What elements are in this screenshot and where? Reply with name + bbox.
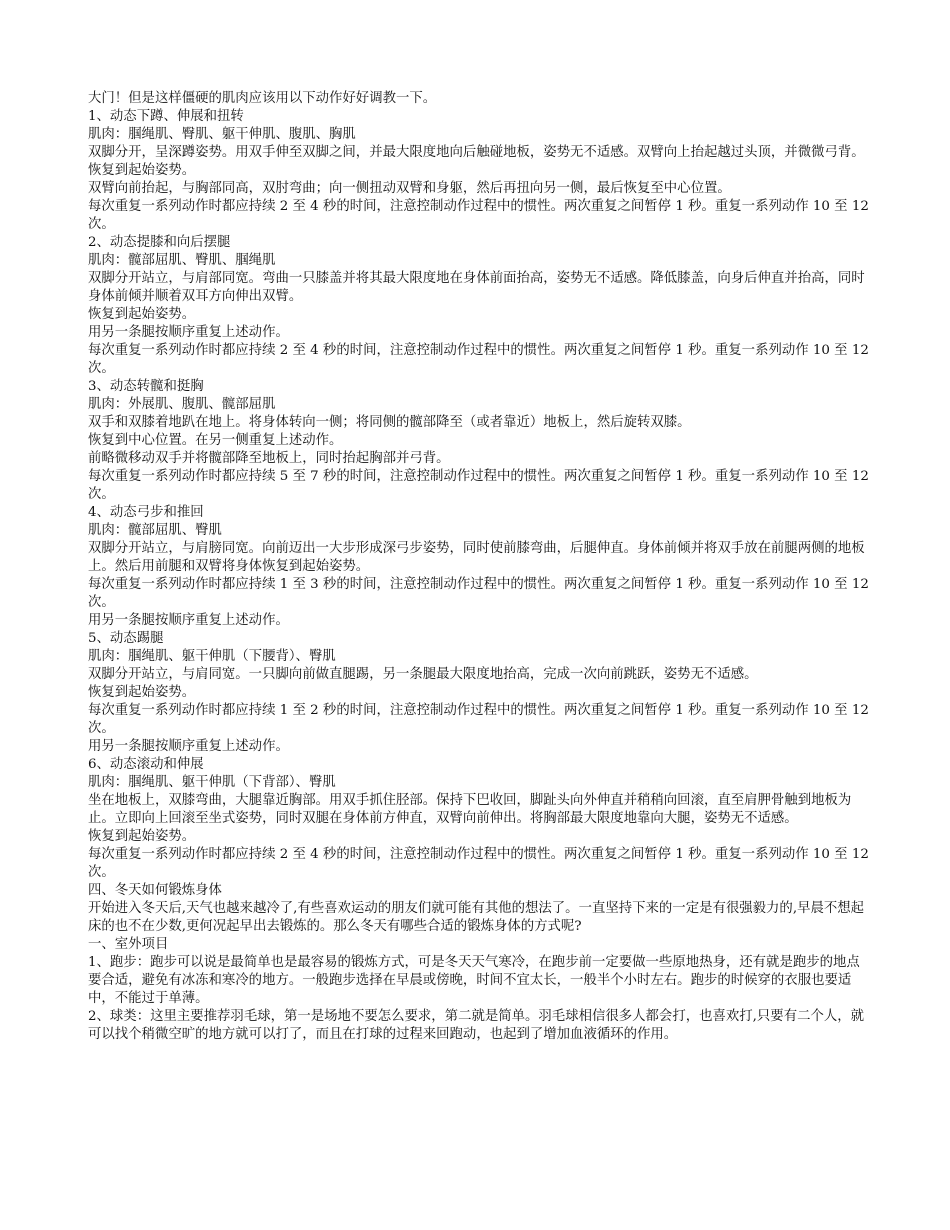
section-heading: 2、动态提膝和向后摆腿 xyxy=(88,235,231,250)
paragraph: 恢复到起始姿势。 xyxy=(88,163,196,178)
paragraph: 双臂向前抬起，与胸部同高，双肘弯曲；向一侧扭动双臂和身躯，然后再扭向另一侧，最后恢复至中心位置。 xyxy=(88,181,731,196)
section-heading: 3、动态转髋和挺胸 xyxy=(88,379,204,394)
paragraph: 每次重复一系列动作时都应持续 2 至 4 秒的时间，注意控制动作过程中的惯性。两次重复之间暂停 1 秒。重复一系列动作 10 至 12 次。 xyxy=(88,199,869,232)
muscle-list: 肌肉：腘绳肌、躯干伸肌（下背部）、臀肌 xyxy=(88,775,336,790)
chapter-heading: 四、冬天如何锻炼身体 xyxy=(88,883,222,898)
muscle-list: 肌肉：髋部屈肌、臀肌 xyxy=(88,523,222,538)
paragraph: 恢复到起始姿势。 xyxy=(88,307,196,322)
paragraph: 双脚分开站立，与肩同宽。一只脚向前做直腿踢，另一条腿最大限度地抬高，完成一次向前跳跃，姿势无不适感。 xyxy=(88,667,758,682)
section-heading: 5、动态踢腿 xyxy=(88,631,164,646)
document-body xyxy=(88,90,870,1044)
paragraph: 双脚分开，呈深蹲姿势。用双手伸至双脚之间，并最大限度地向后触碰地板，姿势无不适感。双臂向上抬起越过头顶，并微微弓背。 xyxy=(88,145,865,160)
paragraph: 大门！但是这样僵硬的肌肉应该用以下动作好好调教一下。 xyxy=(88,91,437,106)
section-heading: 6、动态滚动和伸展 xyxy=(88,757,204,772)
paragraph: 2、球类：这里主要推荐羽毛球，第一是场地不要怎么要求，第二就是简单。羽毛球相信很多人都会打，也喜欢打,只要有二个人，就可以找个稍微空旷的地方就可以打了，而且在打球的过程来回跑动，也起到了增加血液循环的作用。 xyxy=(88,1009,865,1042)
paragraph: 1、跑步：跑步可以说是最简单也是最容易的锻炼方式，可是冬天天气寒冷，在跑步前一定要做一些原地热身，还有就是跑步的地点要合适，避免有冰冻和寒冷的地方。一般跑步选择在早晨或傍晚，时间不宜太长，一般半个小时左右。跑步的时候穿的衣服也要适中，不能过于单薄。 xyxy=(88,955,860,1006)
paragraph: 坐在地板上，双膝弯曲，大腿靠近胸部。用双手抓住胫部。保持下巴收回，脚趾头向外伸直并稍稍向回滚，直至肩胛骨触到地板为止。立即向上回滚至坐式姿势，同时双腿在身体前方伸直，双臂向前伸出。将胸部最大限度地靠向大腿，姿势无不适感。 xyxy=(88,793,852,826)
paragraph: 双手和双膝着地趴在地上。将身体转向一侧；将同侧的髋部降至（或者靠近）地板上，然后旋转双膝。 xyxy=(88,415,691,430)
paragraph: 开始进入冬天后,天气也越来越冷了,有些喜欢运动的朋友们就可能有其他的想法了。一直坚持下来的一定是有很强毅力的,早晨不想起床的也不在少数,更何况起早出去锻炼的。那么冬天有哪些合适的锻炼身体的方式呢? xyxy=(88,901,865,934)
paragraph: 每次重复一系列动作时都应持续 2 至 4 秒的时间，注意控制动作过程中的惯性。两次重复之间暂停 1 秒。重复一系列动作 10 至 12 次。 xyxy=(88,847,869,880)
paragraph: 每次重复一系列动作时都应持续 2 至 4 秒的时间，注意控制动作过程中的惯性。两次重复之间暂停 1 秒。重复一系列动作 10 至 12 次。 xyxy=(88,343,869,376)
muscle-list: 肌肉：腘绳肌、躯干伸肌（下腰背）、臀肌 xyxy=(88,649,336,664)
paragraph: 用另一条腿按顺序重复上述动作。 xyxy=(88,613,289,628)
section-heading: 4、动态弓步和推回 xyxy=(88,505,204,520)
subsection-heading: 一、室外项目 xyxy=(88,937,169,952)
paragraph: 双脚分开站立，与肩膀同宽。向前迈出一大步形成深弓步姿势，同时使前膝弯曲，后腿伸直。身体前倾并将双手放在前腿两侧的地板上。然后用前腿和双臂将身体恢复到起始姿势。 xyxy=(88,541,865,574)
paragraph: 用另一条腿按顺序重复上述动作。 xyxy=(88,739,289,754)
muscle-list: 肌肉：外展肌、腹肌、髋部屈肌 xyxy=(88,397,276,412)
muscle-list: 肌肉：髋部屈肌、臀肌、腘绳肌 xyxy=(88,253,276,268)
paragraph: 每次重复一系列动作时都应持续 1 至 2 秒的时间，注意控制动作过程中的惯性。两次重复之间暂停 1 秒。重复一系列动作 10 至 12 次。 xyxy=(88,703,869,736)
paragraph: 每次重复一系列动作时都应持续 5 至 7 秒的时间，注意控制动作过程中的惯性。两次重复之间暂停 1 秒。重复一系列动作 10 至 12 次。 xyxy=(88,469,869,502)
section-heading: 1、动态下蹲、伸展和扭转 xyxy=(88,109,244,124)
paragraph: 双脚分开站立，与肩部同宽。弯曲一只膝盖并将其最大限度地在身体前面抬高，姿势无不适感。降低膝盖，向身后伸直并抬高，同时身体前倾并顺着双耳方向伸出双臂。 xyxy=(88,271,865,304)
paragraph: 恢复到中心位置。在另一侧重复上述动作。 xyxy=(88,433,343,448)
muscle-list: 肌肉：腘绳肌、臀肌、躯干伸肌、腹肌、胸肌 xyxy=(88,127,356,142)
paragraph: 前略微移动双手并将髋部降至地板上，同时抬起胸部并弓背。 xyxy=(88,451,450,466)
paragraph: 恢复到起始姿势。 xyxy=(88,829,196,844)
paragraph: 用另一条腿按顺序重复上述动作。 xyxy=(88,325,289,340)
paragraph: 每次重复一系列动作时都应持续 1 至 3 秒的时间，注意控制动作过程中的惯性。两次重复之间暂停 1 秒。重复一系列动作 10 至 12 次。 xyxy=(88,577,869,610)
paragraph: 恢复到起始姿势。 xyxy=(88,685,196,700)
